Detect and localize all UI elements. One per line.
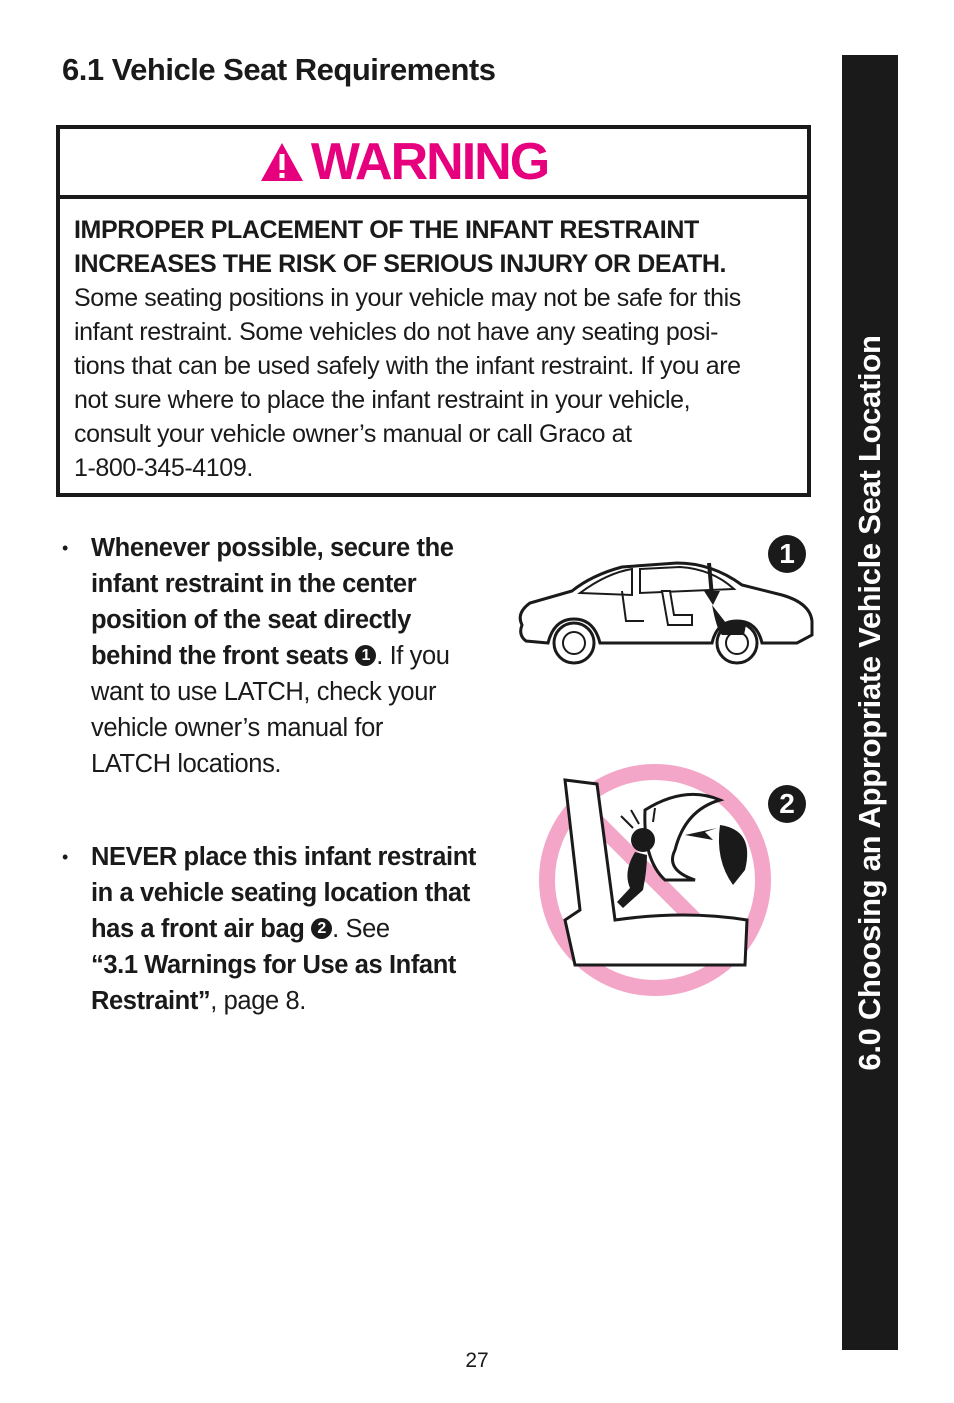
- warning-body: [60, 199, 807, 485]
- bullet1-tail: . If you: [376, 642, 450, 670]
- bullet2-quote-line: Restraint”: [91, 987, 211, 1015]
- figure-2-badge: 2: [768, 785, 806, 823]
- bullet2-tail-last: , page 8.: [210, 987, 306, 1015]
- warning-body-line: consult your vehicle owner’s manual or call Graco at: [74, 420, 632, 448]
- side-tab: [842, 55, 898, 1350]
- ref-badge-1: 1: [355, 645, 376, 666]
- bullet2-bold-line: in a vehicle seating location that: [91, 879, 470, 907]
- car-seating-illustration: [512, 555, 822, 675]
- warning-bold-line-1: IMPROPER PLACEMENT OF THE INFANT RESTRAINT: [74, 216, 699, 244]
- warning-header: [60, 129, 807, 199]
- bullet2-bold-line: has a front air bag: [91, 915, 305, 943]
- bullet1-line: LATCH locations.: [91, 750, 282, 778]
- bullet1-line: vehicle owner’s manual for: [91, 714, 383, 742]
- figure-1-badge: 1: [768, 535, 806, 573]
- airbag-prohibited-illustration: [535, 760, 775, 1000]
- bullet1-bold-line: position of the seat directly: [91, 606, 411, 634]
- bullet1-bold-line: behind the front seats: [91, 642, 349, 670]
- warning-triangle-icon: [259, 141, 305, 183]
- page-number: 27: [465, 1349, 489, 1372]
- bullet-dot: •: [62, 847, 68, 867]
- bullet2-bold-line: NEVER place this infant restraint: [91, 843, 476, 871]
- warning-heading: WARNING: [310, 133, 549, 191]
- side-tab-label: 6.0 Choosing an Appropriate Vehicle Seat Location: [852, 334, 887, 1071]
- section-title: 6.1 Vehicle Seat Requirements: [62, 52, 496, 87]
- bullet1-bold-line: infant restraint in the center: [91, 570, 417, 598]
- warning-body-line: not sure where to place the infant restraint in your vehicle,: [74, 386, 691, 414]
- bullet1-line: want to use LATCH, check your: [91, 678, 437, 706]
- bullet2-quote-line: “3.1 Warnings for Use as Infant: [91, 951, 456, 979]
- bullet-dot: •: [62, 538, 68, 558]
- warning-box: [56, 125, 811, 497]
- warning-bold-line-2: INCREASES THE RISK OF SERIOUS INJURY OR DEATH.: [74, 250, 727, 278]
- bullet-item-no-airbag: [62, 839, 522, 1029]
- bullet2-tail: . See: [332, 915, 390, 943]
- warning-body-line: Some seating positions in your vehicle may not be safe for this: [74, 284, 741, 312]
- ref-badge-2: 2: [311, 918, 332, 939]
- warning-body-line: infant restraint. Some vehicles do not have any seating posi-: [74, 318, 719, 346]
- warning-body-line: 1-800-345-4109.: [74, 454, 253, 482]
- bullet-item-center-seat: [62, 530, 492, 790]
- warning-body-line: tions that can be used safely with the infant restraint. If you are: [74, 352, 741, 380]
- bullet1-bold-line: Whenever possible, secure the: [91, 534, 454, 562]
